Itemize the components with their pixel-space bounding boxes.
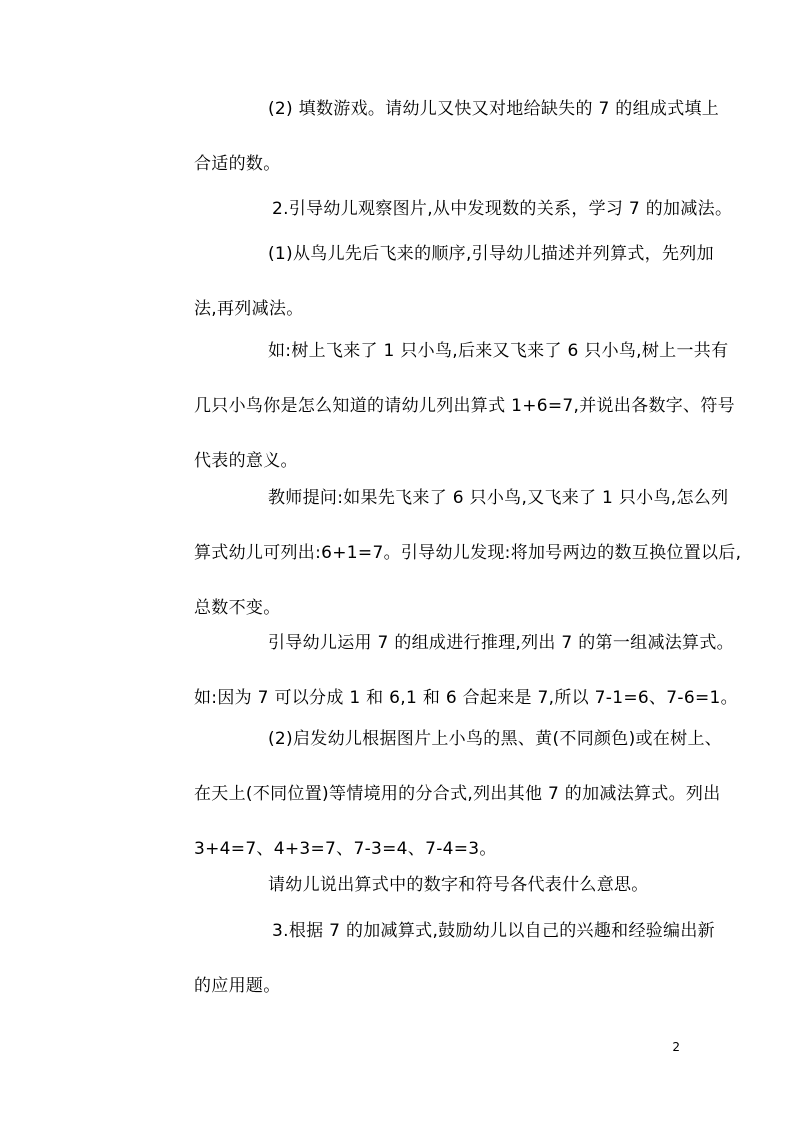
- paragraph-fill-number-game: [120, 82, 720, 192]
- text-line: 合适的数。: [194, 154, 281, 174]
- text-line: 2.引导幼儿观察图片,从中发现数的关系，学习 7 的加减法。: [272, 199, 733, 219]
- text-line: 的应用题。: [194, 976, 281, 996]
- paragraph-other-equations: [120, 712, 723, 877]
- paragraph-word-problems: [120, 904, 715, 1014]
- paragraph-bird-order: [120, 227, 714, 337]
- text-line: 算式幼儿可列出:6+1=7。引导幼儿发现:将加号两边的数互换位置以后,: [194, 543, 742, 563]
- text-line: 引导幼儿运用 7 的组成进行推理,列出 7 的第一组减法算式。: [268, 633, 734, 653]
- text-line: 如:树上飞来了 1 只小鸟,后来又飞来了 6 只小鸟,树上一共有: [268, 341, 729, 361]
- paragraph-teacher-question: [120, 471, 742, 636]
- text-line: 几只小鸟你是怎么知道的请幼儿列出算式 1+6=7,并说出各数字、符号: [194, 396, 735, 416]
- text-line: 3.根据 7 的加减算式,鼓励幼儿以自己的兴趣和经验编出新: [272, 921, 715, 941]
- text-line: 代表的意义。: [194, 451, 298, 471]
- text-line: 3+4=7、4+3=7、7-3=4、7-4=3。: [194, 839, 497, 859]
- text-line: 请幼儿说出算式中的数字和符号各代表什么意思。: [268, 875, 649, 895]
- text-line: 总数不变。: [194, 598, 281, 618]
- page-number: 2: [672, 1040, 680, 1054]
- text-line: (2) 填数游戏。请幼儿又快又对地给缺失的 7 的组成式填上: [268, 99, 720, 119]
- text-line: 在天上(不同位置)等情境用的分合式,列出其他 7 的加减法算式。列出: [194, 784, 721, 804]
- text-line: 教师提问:如果先飞来了 6 只小鸟,又飞来了 1 只小鸟,怎么列: [268, 488, 729, 508]
- paragraph-subtraction-reasoning: [120, 616, 738, 726]
- paragraph-example-birds: [120, 324, 735, 489]
- text-line: (2)启发幼儿根据图片上小鸟的黑、黄(不同颜色)或在树上、: [268, 729, 723, 749]
- text-line: 法,再列减法。: [194, 299, 304, 319]
- text-line: 如:因为 7 可以分成 1 和 6,1 和 6 合起来是 7,所以 7-1=6、7-6=1。: [194, 688, 738, 708]
- text-line: (1)从鸟儿先后飞来的顺序,引导幼儿描述并列算式，先列加: [268, 244, 714, 264]
